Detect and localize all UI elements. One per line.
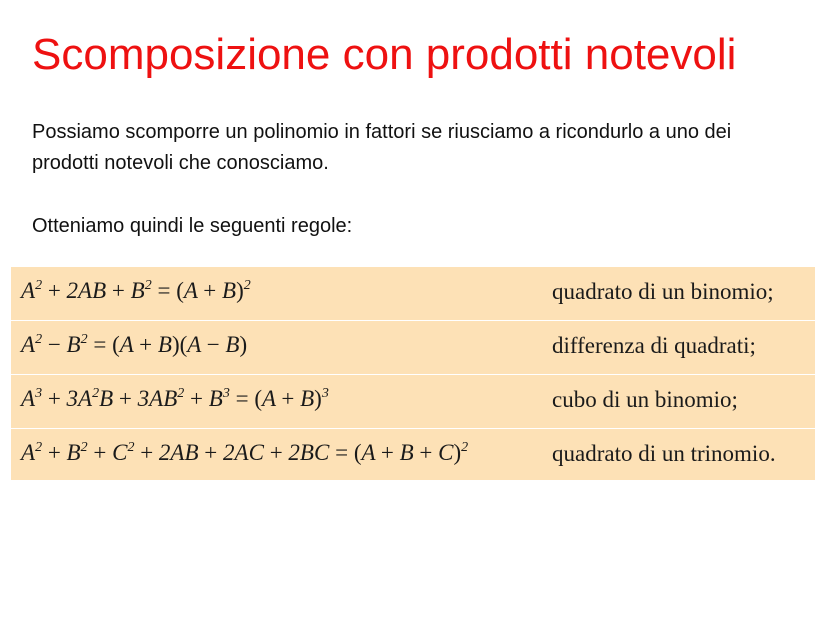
rule-row-trinomial-square [11, 429, 815, 482]
rule-description: cubo di un binomio; [552, 387, 738, 412]
rule-formula: $A^3 + 3A^2B + 3AB^2 + B^3 = (A + B)^3$ [21, 386, 329, 411]
rule-formula: $A^2 - B^2 = (A + B)(A - B)$ [21, 332, 248, 357]
slide-title: Scomposizione con prodotti notevoli [32, 30, 737, 79]
rule-description: quadrato di un trinomio. [552, 441, 776, 466]
rules-table [11, 267, 815, 480]
rule-formula: $A^2 + 2AB + B^2 = (A + B)^2$ [21, 278, 251, 303]
rule-description: quadrato di un binomio; [552, 279, 774, 304]
rule-row-binomial-cube [11, 375, 815, 429]
rule-formula: $A^2 + B^2 + C^2 + 2AB + 2AC + 2BC = (A + B + C)^2$ [21, 440, 469, 465]
rules-intro-text: Otteniamo quindi le seguenti regole: [32, 215, 353, 237]
rule-row-binomial-square [11, 267, 815, 321]
intro-text: Possiamo scomporre un polinomio in fattori se riusciamo a ricondurlo a uno dei prodotti notevoli che conosciamo. [32, 121, 732, 174]
rule-row-difference-of-squares [11, 321, 815, 375]
intro-paragraph [32, 117, 802, 179]
rule-description: differenza di quadrati; [552, 333, 756, 358]
